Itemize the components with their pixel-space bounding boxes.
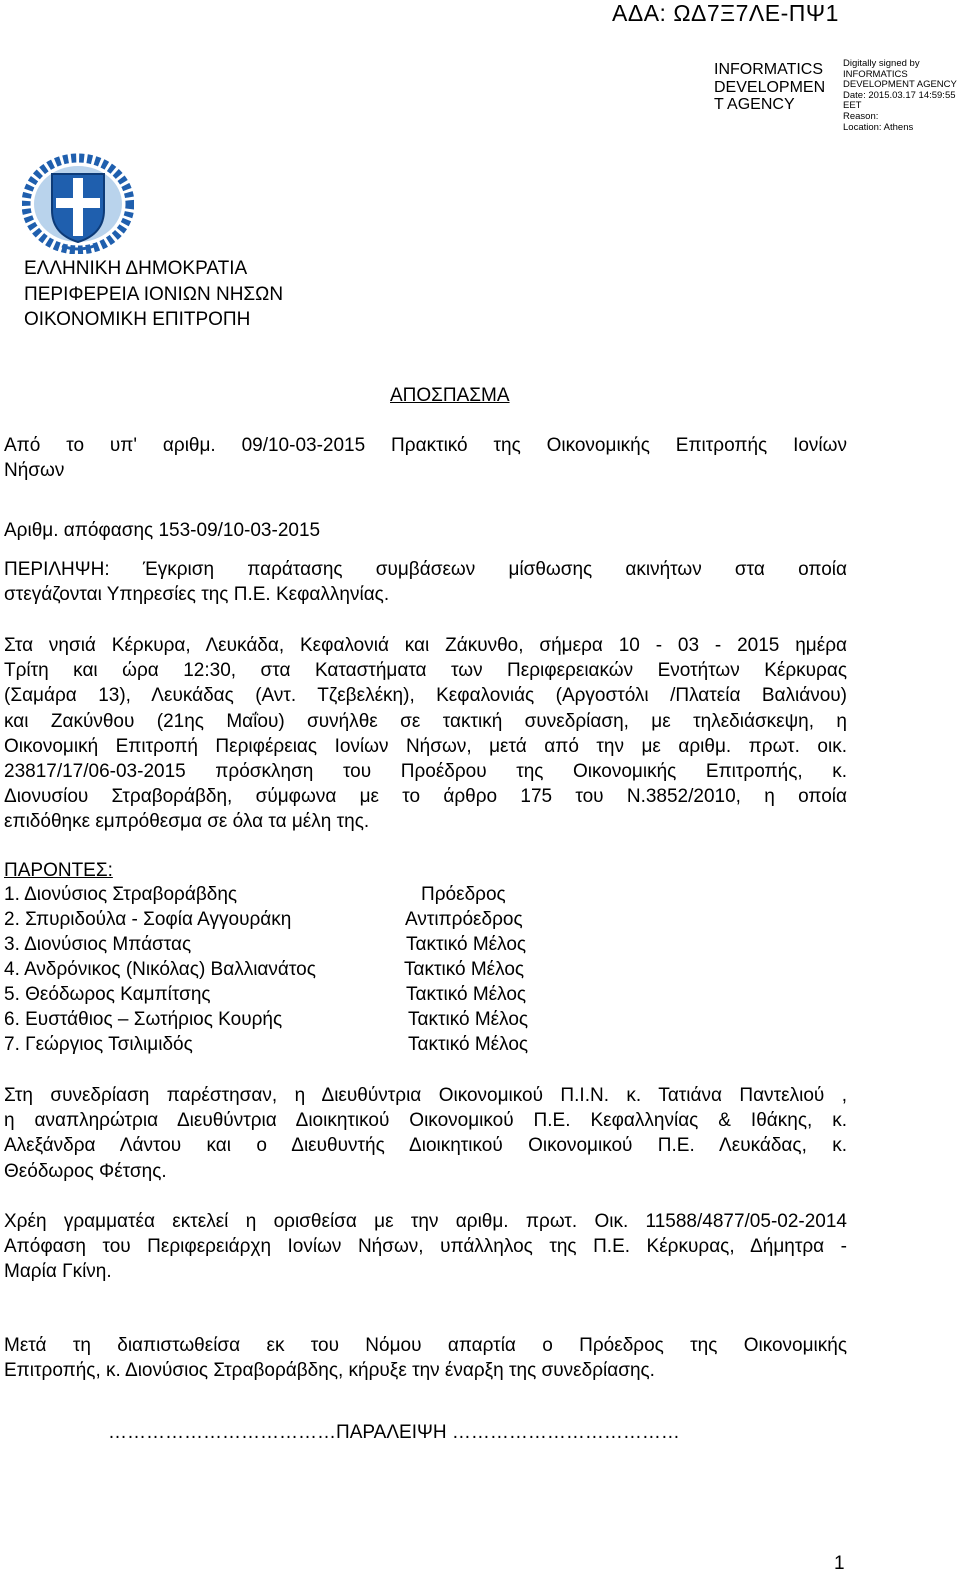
present-also-line: Αλεξάνδρα Λάντου και ο Διευθυντής Διοικητικού Οικονομικού Π.Ε. Λευκάδας, κ. <box>4 1135 847 1157</box>
summary <box>4 557 847 607</box>
attendee-role: Τακτικό Μέλος <box>408 1009 529 1030</box>
signature-detail-line: Date: 2015.03.17 14:59:55 <box>843 89 956 101</box>
secretary-line: Χρέη γραμματέα εκτελεί η ορισθείσα με την αριθμ. πρωτ. Οικ. 11588/4877/05-02-2014 <box>4 1211 847 1232</box>
secretary-line: Μαρία Γκίνη. <box>4 1261 112 1283</box>
present-also-paragraph <box>4 1083 847 1184</box>
attendee-name: 1. Διονύσιος Στραβοράβδης <box>4 884 238 905</box>
ada-code: ΑΔΑ: ΩΔ7Ξ7ΛΕ-ΠΨ1 <box>612 0 839 26</box>
intro-line: 23817/17/06-03-2015 πρόσκληση του Προέδρου της Οικονομικής Επιτροπής, κ. <box>4 761 847 783</box>
intro-line: (Σαμάρα 13), Λευκάδας (Αντ. Τζεβελέκη), Κεφαλονιάς (Αργοστόλι /Πλατεία Βαλιάνου) <box>4 685 847 707</box>
signature-signer <box>714 61 834 114</box>
present-also-line: η αναπληρώτρια Διευθύντρια Διοικητικού Οικονομικού Π.Ε. Κεφαλληνίας & Ιθάκης, κ. <box>4 1110 847 1132</box>
signature-details <box>843 59 958 133</box>
minutes-reference-line: Νήσων <box>4 460 65 482</box>
attendees-heading: ΠΑΡΟΝΤΕΣ: <box>4 860 113 881</box>
intro-line: Διονυσίου Στραβοράβδη, σύμφωνα με το άρθρο 175 του Ν.3852/2010, η οποία <box>4 786 847 808</box>
attendee-name: 7. Γεώργιος Τσιλιμιδός <box>4 1034 193 1055</box>
header-line: ΠΕΡΙΦΕΡΕΙΑ ΙΟΝΙΩΝ ΝΗΣΩΝ <box>24 284 284 305</box>
secretary-paragraph <box>4 1209 847 1285</box>
signature-detail-line: EET <box>843 100 862 112</box>
attendee-name: 6. Ευστάθιος – Σωτήριος Κουρής <box>4 1009 283 1030</box>
summary-line: στεγάζονται Υπηρεσίες της Π.Ε. Κεφαλληνίας. <box>4 584 390 606</box>
intro-line: επιδόθηκε εμπρόθεσμα σε όλα τα μέλη της. <box>4 811 370 833</box>
header-line: ΟΙΚΟΝΟΜΙΚΗ ΕΠΙΤΡΟΠΗ <box>24 309 251 330</box>
intro-paragraph <box>4 633 847 835</box>
signature-detail-line: INFORMATICS <box>843 68 908 80</box>
quorum-line: Επιτροπής, κ. Διονύσιος Στραβοράβδης, κήρυξε την έναρξη της συνεδρίασης. <box>4 1360 655 1382</box>
signature-detail-line: Location: Athens <box>843 121 914 133</box>
present-also-line: Στη συνεδρίαση παρέστησαν, η Διευθύντρια Οικονομικού Π.Ι.Ν. κ. Τατιάνα Παντελιού , <box>4 1085 847 1106</box>
attendee-role: Τακτικό Μέλος <box>406 934 527 955</box>
minutes-reference-line: Από το υπ' αριθμ. 09/10-03-2015 Πρακτικό της Οικονομικής Επιτροπής Ιονίων <box>4 435 847 456</box>
attendee-name: 2. Σπυριδούλα - Σοφία Αγγουράκη <box>4 909 292 930</box>
attendee-role: Τακτικό Μέλος <box>406 984 527 1005</box>
signature-detail-line: DEVELOPMENT AGENCY <box>843 79 957 91</box>
page-number: 1 <box>834 1553 845 1574</box>
signature-detail-line: Digitally signed by <box>843 58 920 69</box>
attendee-name: 5. Θεόδωρος Καμπίτσης <box>4 984 211 1005</box>
quorum-paragraph <box>4 1333 847 1383</box>
attendee-role: Αντιπρόεδρος <box>405 909 523 930</box>
document-title: ΑΠΟΣΠΑΣΜΑ <box>390 385 510 406</box>
attendee-role: Τακτικό Μέλος <box>404 959 525 980</box>
minutes-reference <box>4 433 847 483</box>
summary-line: ΠΕΡΙΛΗΨΗ: Έγκριση παράτασης συμβάσεων μίσθωσης ακινήτων στα οποία <box>4 559 847 580</box>
intro-line: και Ζακύνθου (21ης Μαΐου) συνήλθε σε τακτική συνεδρίαση, με τηλεδιάσκεψη, η <box>4 710 847 732</box>
decision-number: Αριθμ. απόφασης 153-09/10-03-2015 <box>4 520 321 541</box>
signature-signer-line: DEVELOPMEN <box>714 78 826 96</box>
intro-line: Στα νησιά Κέρκυρα, Λευκάδα, Κεφαλονιά και Ζάκυνθο, σήμερα 10 - 03 - 2015 ημέρα <box>4 635 847 656</box>
present-also-line: Θεόδωρος Φέτσης. <box>4 1160 167 1182</box>
header-line: ΕΛΛΗΝΙΚΗ ΔΗΜΟΚΡΑΤΙΑ <box>24 258 248 279</box>
secretary-line: Απόφαση του Περιφερειάρχη Ιονίων Νήσων, υπάλληλος της Π.Ε. Κέρκυρας, Δήμητρα - <box>4 1236 847 1258</box>
quorum-line: Μετά τη διαπιστωθείσα εκ του Νόμου απαρτία ο Πρόεδρος της Οικονομικής <box>4 1335 847 1356</box>
intro-line: Τρίτη και ώρα 12:30, στα Καταστήματα των Περιφερειακών Ενοτήτων Κέρκυρας <box>4 660 847 682</box>
attendee-role: Πρόεδρος <box>421 884 506 905</box>
signature-detail-line: Reason: <box>843 110 879 122</box>
attendee-name: 3. Διονύσιος Μπάστας <box>4 934 192 955</box>
attendee-name: 4. Ανδρόνικος (Νικόλας) Βαλλιανάτος <box>4 959 316 980</box>
signature-signer-line: T AGENCY <box>714 96 795 113</box>
attendee-role: Τακτικό Μέλος <box>408 1034 529 1055</box>
greek-coat-of-arms-icon <box>22 152 134 254</box>
omission-marker: ………………………………ΠΑΡΑΛΕΙΨΗ ……………………………… <box>108 1422 680 1443</box>
signature-signer-line: INFORMATICS <box>714 61 824 78</box>
intro-line: Οικονομική Επιτροπή Περιφέρειας Ιονίων Νήσων, μετά από την με αριθμ. πρωτ. οικ. <box>4 735 847 757</box>
